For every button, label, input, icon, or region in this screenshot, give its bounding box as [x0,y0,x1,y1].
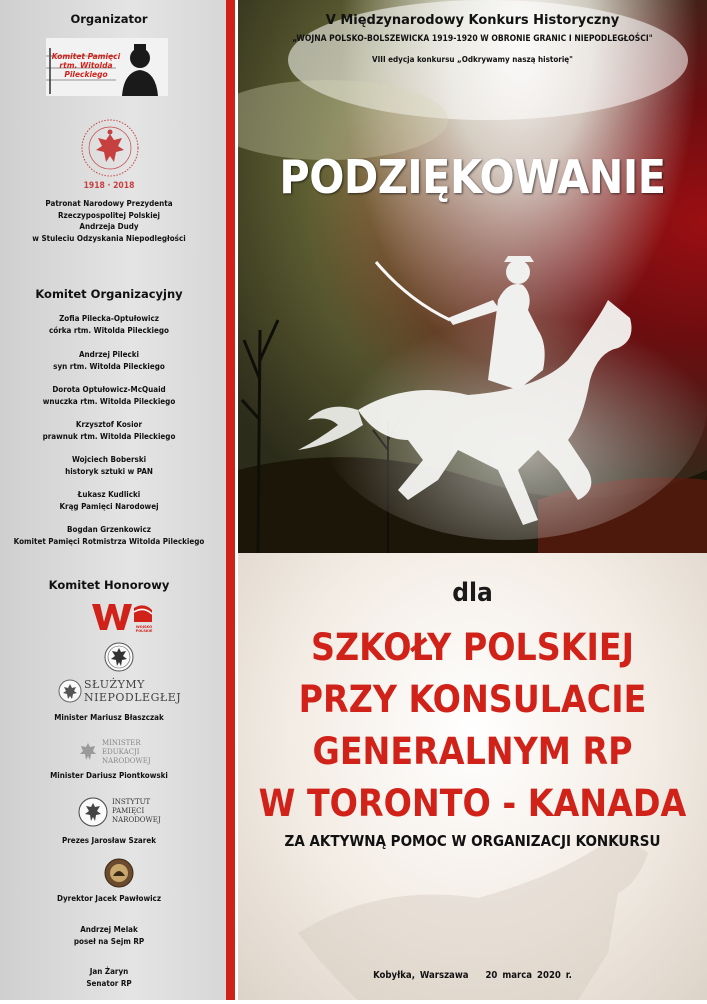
member-role: Senator RP [86,978,132,988]
ipn-text-3: NARODOWEJ [112,816,161,824]
member-role: historyk sztuki w PAN [65,466,153,476]
date-text: 20 marca 2020 r. [485,970,572,981]
honorary-member: Minister Mariusz Błaszczak [54,713,164,722]
honorary-member: Minister Dariusz Piontkowski [50,771,168,780]
member-name: Andrzej Melak [80,925,138,934]
men-logo [78,738,168,768]
recipient-block [238,622,707,830]
organizer-heading: Organizator [70,12,148,26]
member-role: córka rtm. Witolda Pileckiego [49,325,169,335]
centenary-years: 1918 · 2018 [83,181,135,191]
patronage-line: Patronat Narodowy Prezydenta [45,199,173,208]
honorary-member: Dyrektor Jacek Pawłowicz [56,894,162,903]
sluzymy-niepodleglej-logo [56,676,184,706]
for-label: dla [452,578,493,608]
honorary-member [0,924,218,947]
recipient-line: PRZY KONSULACIE [298,678,647,721]
museum-badge [104,858,134,888]
men-text-3: NARODOWEJ [102,757,151,765]
honorary-member [0,966,218,989]
honorary-member: Prezes Jarosław Szarek [61,836,156,845]
men-text-2: EDUKACJI [102,748,140,756]
member-role: Krąg Pamięci Narodowej [59,501,159,511]
organizer-logo [46,38,168,96]
patronage-line: Andrzeja Dudy [79,222,139,231]
member-name: Andrzej Pilecki [78,350,140,359]
member-name: Jan Żaryn [89,967,129,976]
place-text: Kobyłka, Warszawa [373,970,469,981]
mon-seal [104,642,134,672]
committee-member [0,384,218,407]
recipient-line: GENERALNYM RP [312,730,633,773]
red-stripe [226,0,235,1000]
museum-badge-icon [104,858,134,888]
eagle-badge-icon [58,679,82,703]
member-name: Łukasz Kudlicki [77,490,141,499]
committee-member [0,454,218,477]
thanks-reason: ZA AKTYWNĄ POMOC W ORGANIZACJI KONKURSU [284,832,661,850]
recipient-line: W TORONTO - KANADA [258,782,687,825]
patronage-line: Rzeczypospolitej Polskiej [57,210,161,220]
contest-edition: VIII edycja konkursu „Odkrywamy naszą historię" [372,55,573,64]
member-name: Krzysztof Kosior [75,420,143,429]
hero-image [238,0,707,553]
recipient-line: SZKOŁY POLSKIEJ [311,626,634,669]
member-role: prawnuk rtm. Witolda Pileckiego [42,431,176,441]
committee-member [0,524,218,547]
member-role: Komitet Pamięci Rotmistrza Witolda Pileckiego [13,536,205,546]
men-text-1: MINISTER [102,739,141,747]
sidebar [0,0,218,1000]
ipn-logo [78,796,178,828]
ipn-text-1: INSTYTUT [112,798,151,806]
member-name: Zofia Pilecka-Optułowicz [59,314,159,323]
patronage-line: w Stuleciu Odzyskania Niepodległości [32,233,186,243]
centenary-emblem [80,118,140,178]
committee-heading: Komitet Organizacyjny [35,287,183,301]
committee-member [0,489,218,512]
page-title: PODZIĘKOWANIE [279,150,666,204]
ipn-text-2: PAMIĘCI [112,807,145,815]
honorary-heading: Komitet Honorowy [48,578,170,592]
patronage-block [0,198,218,244]
contest-subtitle: „WOJNA POLSKO-BOLSZEWICKA 1919-1920 W OBRONIE GRANIC I NIEPODLEGŁOŚCI" [292,34,653,44]
wp-logo-text: WOJSKO POLSKIE [135,625,153,633]
organizer-logo-text: Komitet Pamięci rtm. Witolda Pileckiego [51,52,121,79]
member-name: Dorota Optułowicz-McQuaid [52,385,166,394]
member-name: Wojciech Boberski [71,455,147,464]
eagle-seal-icon [104,642,134,672]
wojsko-polskie-logo [90,600,154,634]
ipn-eagle-icon [78,797,108,827]
sluzymy-text: SŁUŻYMY [84,678,145,691]
committee-member [0,419,218,442]
eagle-outline-icon [78,741,98,763]
contest-title: V Międzynarodowy Konkurs Historyczny [325,13,620,28]
member-name: Bogdan Grzenkowicz [67,525,151,534]
committee-member [0,349,218,372]
committee-member [0,313,218,336]
member-role: syn rtm. Witolda Pileckiego [53,361,165,371]
member-role: poseł na Sejm RP [73,936,145,946]
cavalry-rider-illustration-icon [238,0,707,553]
member-role: wnuczka rtm. Witolda Pileckiego [42,396,176,406]
polish-eagle-emblem-icon [80,118,140,178]
footer [238,970,707,981]
niepodleglej-text: NIEPODLEGŁEJ [84,691,182,704]
